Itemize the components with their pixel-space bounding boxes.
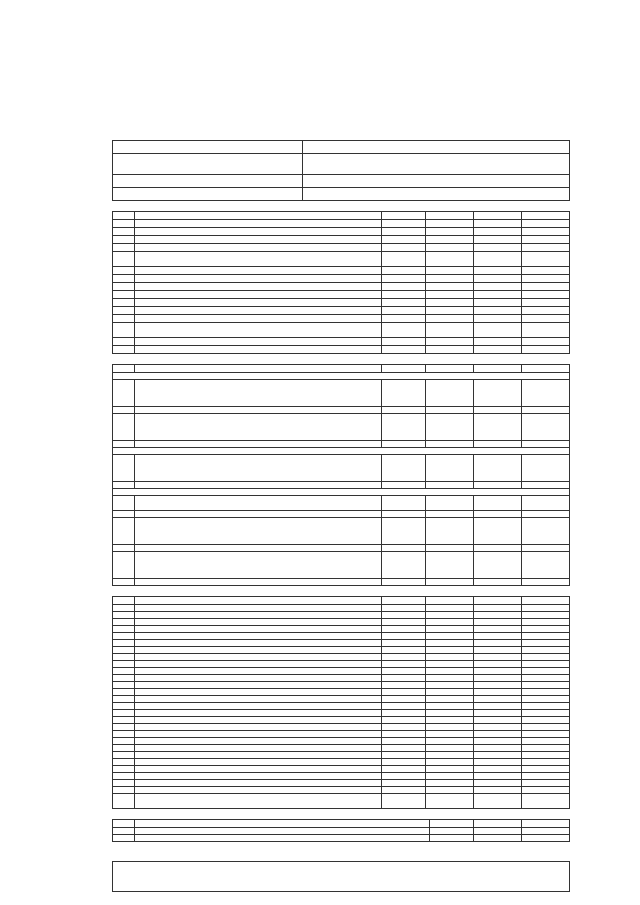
table-row [113,828,570,835]
table-row [113,579,570,586]
table-row [113,647,570,654]
table-row [113,619,570,626]
table-row [113,154,570,175]
table-row [113,338,570,346]
table-row [113,661,570,668]
table-row [113,244,570,252]
table-row [113,605,570,612]
column-header [382,597,426,605]
table-row [113,518,570,545]
passport-value [303,175,570,188]
table-row [113,307,570,315]
table-row [113,299,570,307]
table-row [113,640,570,647]
table-row [113,346,570,354]
table-row [113,835,570,842]
column-header [474,597,522,605]
table-row [113,380,570,407]
passport-label [113,154,303,175]
table-row [113,745,570,752]
column-header [113,597,135,605]
organization-name [112,110,570,116]
table-row [113,448,570,455]
passport-label [113,175,303,188]
column-header [426,365,474,373]
table-row [113,862,570,892]
table-row [113,267,570,275]
table-row [113,283,570,291]
table-header-row [113,820,570,828]
column-header [522,212,570,220]
table-row [113,275,570,283]
column-header [113,212,135,220]
column-header [113,820,135,828]
table-row [113,496,570,511]
column-header [474,212,522,220]
table-row [113,455,570,482]
table-row [113,236,570,244]
table-row [113,717,570,724]
table-row [113,626,570,633]
table-row [113,682,570,689]
column-header [426,212,474,220]
table-row [113,489,570,496]
column-header [474,820,522,828]
passport-value [303,141,570,154]
table-row [113,689,570,696]
table-row [113,612,570,619]
column-header [135,365,382,373]
table-row [113,675,570,682]
table-row [113,228,570,236]
table-row [113,773,570,780]
column-header [135,820,430,828]
table-row [113,731,570,738]
table-row [113,633,570,640]
section2-table [112,364,570,586]
table-row [113,668,570,675]
column-header [113,365,135,373]
table-row [113,323,570,338]
table-row [113,252,570,267]
table-row [113,315,570,323]
document-title [112,92,570,100]
localities-line [112,117,570,123]
table-header-row [113,597,570,605]
table-row [113,373,570,380]
document-subtitle [112,102,570,109]
table-row [113,441,570,448]
passport-table [112,140,570,201]
passport-label [113,141,303,154]
table-row [113,780,570,787]
table-row [113,766,570,773]
section6-table [112,861,570,892]
column-header [382,212,426,220]
column-header [426,597,474,605]
section6-text [113,862,570,892]
section1-table [112,211,570,354]
table-row [113,696,570,703]
table-row [113,724,570,731]
table-header-row [113,365,570,373]
column-header [522,820,570,828]
table-row [113,511,570,518]
section5-text [112,844,570,851]
table-row [113,654,570,661]
table-row [113,710,570,717]
table-row [113,552,570,579]
passport-value [303,154,570,175]
table-row [113,188,570,201]
table-row [113,759,570,766]
column-header [474,365,522,373]
column-header [135,597,382,605]
column-header [135,212,382,220]
passport-label [113,188,303,201]
table-row [113,407,570,414]
column-header [430,820,474,828]
column-header [382,365,426,373]
table-row [113,703,570,710]
table-row [113,414,570,441]
table-row [113,787,570,794]
passport-value [303,188,570,201]
passport-title [112,127,570,133]
column-header [522,597,570,605]
table-row [113,141,570,154]
approval-header [400,60,570,76]
section3-table [112,596,570,809]
table-row [113,545,570,552]
table-row [113,291,570,299]
table-row [113,752,570,759]
table-row [113,220,570,228]
section4-table [112,819,570,842]
table-row [113,482,570,489]
column-header [522,365,570,373]
table-row [113,738,570,745]
table-row [113,175,570,188]
table-row [113,794,570,809]
table-header-row [113,212,570,220]
